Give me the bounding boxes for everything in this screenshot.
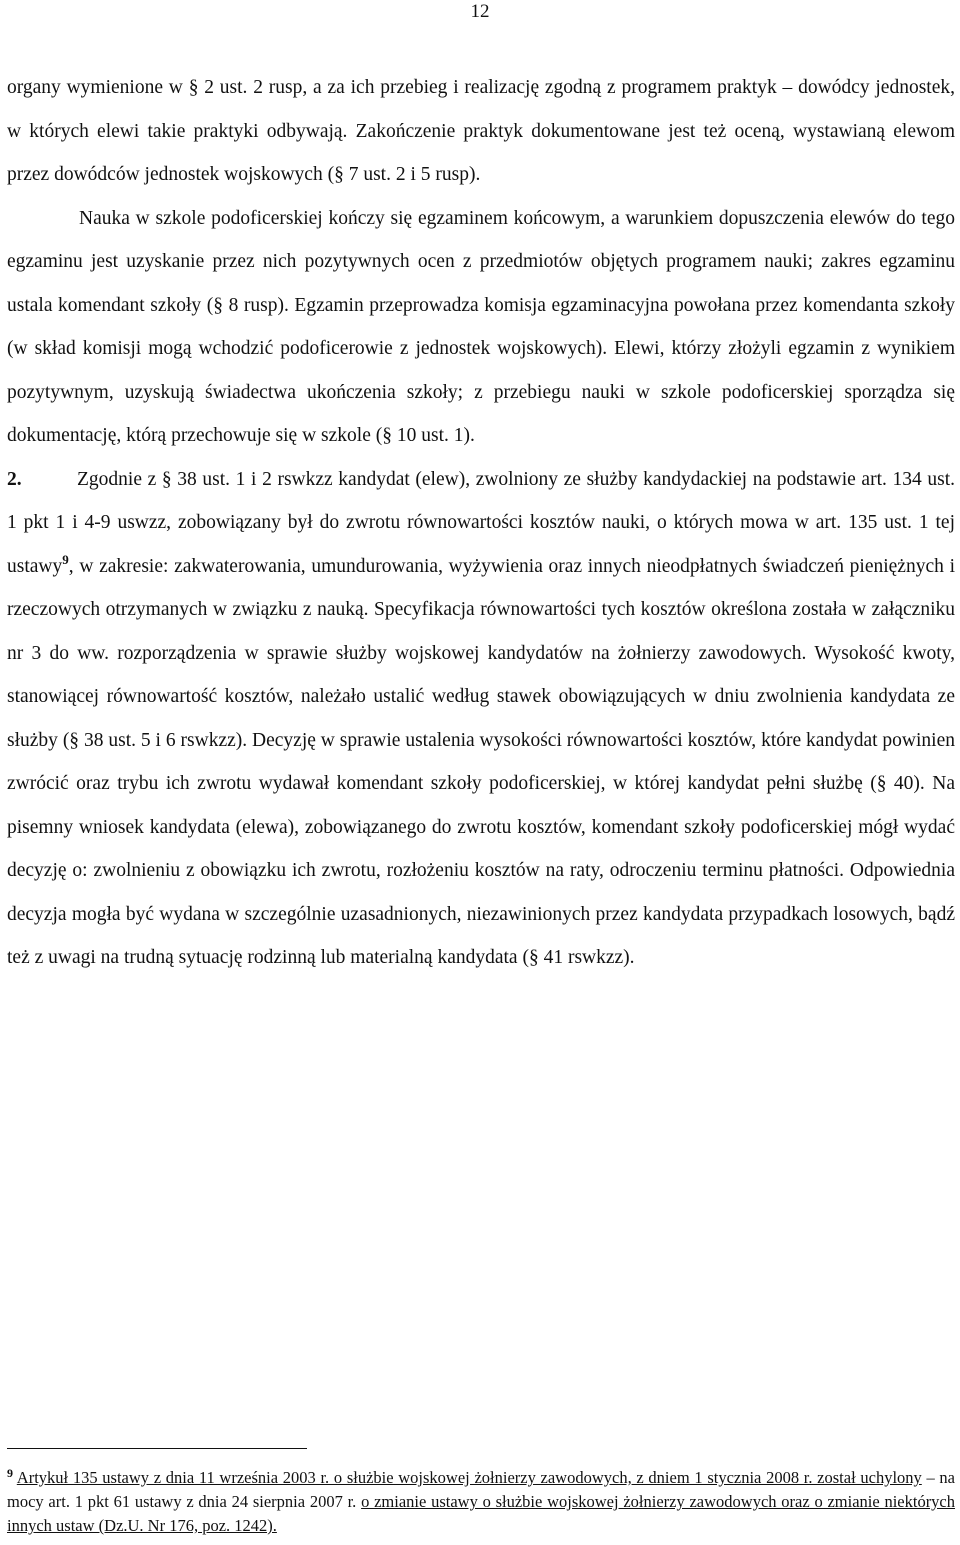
paragraph-final-exam bbox=[7, 197, 955, 458]
footnote bbox=[7, 1466, 955, 1538]
paragraph-practice-completion: organy wymienione w § 2 ust. 2 rusp, a za ich przebieg i realizację zgodną z programem praktyk – dowódcy jednostek, w których elewi takie praktyki odbywają. Zakończenie praktyk dokumentowane jest też oceną, wystawianą elewom przez dowódców jednostek wojskowych (§ 7 ust. 2 i 5 rusp). bbox=[7, 77, 955, 185]
page-number: 12 bbox=[470, 1, 490, 22]
document-body bbox=[7, 66, 955, 980]
footnote-underlined-text-1: Artykuł 135 ustawy z dnia 11 września 2003 r. o służbie wojskowej żołnierzy zawodowych, z dniem 1 stycznia 2008 r. został uchylony bbox=[16, 1468, 922, 1487]
paragraph-cost-refund bbox=[7, 458, 955, 980]
footnote-separator bbox=[7, 1448, 307, 1449]
footnote-text bbox=[7, 1466, 955, 1538]
footnote-underlined-text-2: o zmianie ustawy o służbie wojskowej żołnierzy zawodowych oraz o zmianie niektórych innych ustaw (Dz.U. Nr 176, poz. 1242). bbox=[7, 1492, 956, 1535]
footnote-reference[interactable]: 9 bbox=[62, 551, 69, 567]
footnote-mark: 9 bbox=[7, 1466, 13, 1480]
section-number: 2. bbox=[7, 468, 22, 490]
footnote-plain-text: – na mocy art. 1 pkt 61 ustawy z dnia 24 sierpnia 2007 r. bbox=[7, 1468, 956, 1511]
paragraph-final-exam-text: Nauka w szkole podoficerskiej kończy się egzaminem końcowym, a warunkiem dopuszczenia elewów do tego egzaminu jest uzyskanie przez nich pozytywnych ocen z przedmiotów objętych programem nauki; zakres egzaminu ustala komendant szkoły (§ 8 rusp). Egzamin przeprowadza komisja egzaminacyjna powołana przez komendanta szkoły (w skład komisji mogą wchodzić podoficerowie z jednostek wojskowych). Elewi, którzy złożyli egzamin z wynikiem pozytywnym, uzyskują świadectwa ukończenia szkoły; z przebiegu nauki w szkole podoficerskiej sporządza się dokumentację, którą przechowuje się w szkole (§ 10 ust. 1). bbox=[7, 207, 955, 446]
paragraph-cost-refund-text-b: , w zakresie: zakwaterowania, umundurowania, wyżywienia oraz innych nieodpłatnych świadczeń pieniężnych i rzeczowych otrzymanych w związku z nauką. Specyfikacja równowartości tych kosztów określona została w załączniku nr 3 do ww. rozporządzenia w sprawie służby wojskowej kandydatów na żołnierzy zawodowych. Wysokość kwoty, stanowiącej równowartość kosztów, należało ustalić według stawek obowiązujących w dniu zwolnienia kandydata ze służby (§ 38 ust. 5 i 6 rswkzz). Decyzję w sprawie ustalenia wysokości równowartości kosztów, które kandydat powinien zwrócić oraz trybu ich zwrotu wydawał komendant szkoły podoficerskiej, w której kandydat pełni służbę (§ 40). Na pisemny wniosek kandydata (elewa), zobowiązanego do zwrotu kosztów, komendant szkoły podoficerskiej mógł wydać decyzję o: zwolnieniu z obowiązku ich zwrotu, rozłożeniu kosztów na raty, odroczeniu terminu płatności. Odpowiednia decyzja mogła być wydana w szczególnie uzasadnionych, niezawinionych przez kandydata przypadkach losowych, bądź też z uwagi na trudną sytuację rodzinną lub materialną kandydata (§ 41 rswkzz). bbox=[7, 555, 955, 968]
paragraph-cost-refund-text-a: Zgodnie z § 38 ust. 1 i 2 rswkzz kandydat (elew), zwolniony ze służby kandydackiej na podstawie art. 134 ust. 1 pkt 1 i 4-9 uswzz, zobowiązany był do zwrotu równowartości kosztów nauki, o których mowa w art. 135 ust. 1 tej ustawy bbox=[7, 468, 955, 577]
